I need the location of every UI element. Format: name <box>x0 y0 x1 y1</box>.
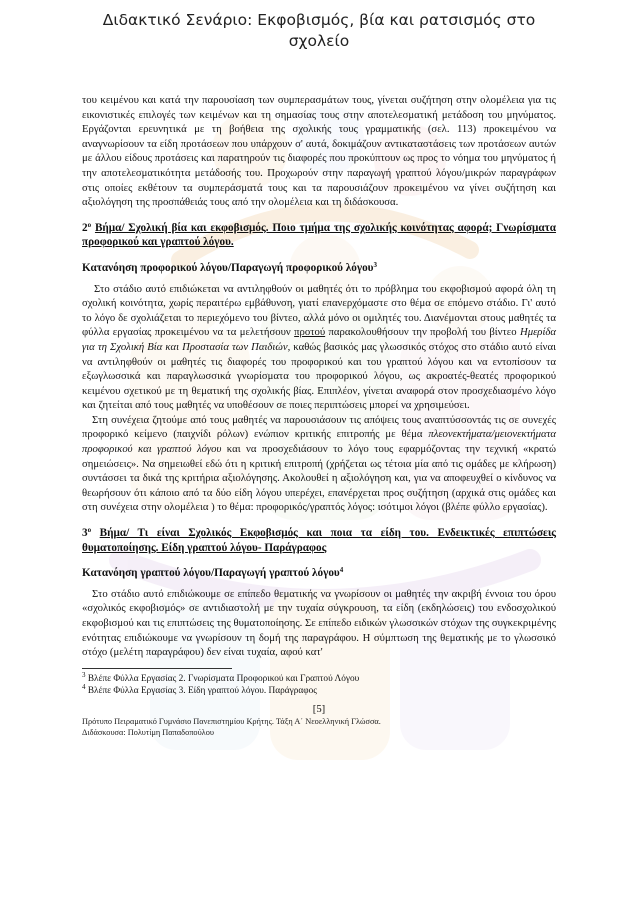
footnote-3 <box>82 670 556 686</box>
main-content <box>82 93 556 738</box>
step-2-p2-text-b: και να προσχεδιάσουν το λόγο τους εφαρμόζοντας την τεχνική «κρατώ σημειώσεις». Να σημειωθεί εδώ ότι η κριτική επιτροπή (χρήζεται ως τέτοια μία από τις ομάδες με κλήρωση) συντάσσει τα δικά της κριτήρια αξιολόγησης. Ακολουθεί η αξιολόγηση και, για να αποφευχθεί ο κίνδυνος να θεωρήσουν ότι κάποιο από τα δύο είδη λόγου υπερέχει, επανέρχεται προς συζήτηση (αρχικά στις ομάδες και στη συνέχεια στην ολομέλεια ) το θέμα: προφορικός/γραπτός λόγος: ισότιμοι λόγοι (βλέπε φύλλο εργασίας). <box>82 443 556 514</box>
step-2-ordinal: ο <box>87 220 92 229</box>
step-2-p1-text-a: Στο στάδιο αυτό επιδιώκεται να αντιληφθούν οι μαθητές ότι το πρόβλημα του εκφοβισμού αφορά όλη τη σχολική κοινότητα, χωρίς περαιτέρω εμβάθυνση, γιατί επανερχόμαστε στο θέμα σε επόμενο στάδιο. Γι' αυτό το λόγο δε σχολιάζεται το περιεχόμενο του βίντεο, αλλά μόνο οι ομιλητές του. Διανέμονται στους μαθητές τα φύλλα εργασίας προκειμένου να τα μελετήσουν <box>82 282 556 339</box>
intro-paragraph: του κειμένου και κατά την παρουσίαση των συμπερασμάτων τους, γίνεται συζήτηση στην ολομέλεια για τις εικονιστικές επιλογές των κειμένων και τη σημασίας τους στην αποτελεσματική μετάδοση του μηνύματος. Εργάζονται ερευνητικά με τη βοήθεια της σχολικής τους γραμματικής (σελ. 113) προκειμένου να αναγνωρίσουν τα είδη προτάσεων που υπάρχουν σ' αυτά, δοκιμάζουν αντικαταστάσεις των προτάσεων αυτών με άλλου είδους προτάσεις και παρατηρούν τις διαφορές που προκύπτουν ως προς το νόημα του μηνύματος ή την αποτελεσματικότητα μετάδοσής του. Προχωρούν στην παραγωγή γραπτού λόγου/μικρών παραγράφων στις οποίες εκθέτουν τα συμπεράσματά τους και τα παρουσιάζουν προκειμένου να γίνει συζήτηση και αξιολόγηση της προσπάθειάς τους από την ολομέλεια και τη διδάσκουσα. <box>82 94 556 209</box>
step-2-p1-video-title: Ημερίδα για τη Σχολική Βία και Προστασία των Παιδιών, <box>82 326 556 353</box>
header-title-line-1: Διδακτικό Σενάριο: Εκφοβισμός, βία και ρατσισμός στο <box>102 11 536 29</box>
step-2-p1-text-c: καθώς βασικός μας γλωσσικός στόχος στο στάδιο αυτό είναι να αντιληφθούν οι μαθητές τις διαφορές του προφορικού και του γραπτού λόγου και να εντοπίσουν τα εξωγλωσσικά και παραγλωσσικά γνωρίσματα του προφορικού λόγου, ως ακροατές-θεατές προφορικού κειμένου σχετικού με τη θεματική της σχολικής βίας. Επιπλέον, γίνεται αναφορά στον προσχεδιασμένο λόγο και ζητείται από τους μαθητές να υποθέσουν σε ποιες περιπτώσεις μπορεί να χρησιμεύσει. <box>82 340 556 412</box>
step-2-paragraph-2 <box>82 413 556 515</box>
document-footer <box>82 716 556 738</box>
step-3-ordinal: ο <box>87 526 92 535</box>
step-2-title: Βήμα/ Σχολική βία και εκφοβισμός. Ποιο τμήμα της σχολικής κοινότητας αφορά; Γνωρίσματα προφορικού και γραπτού λόγου. <box>82 221 557 249</box>
step-3-heading <box>82 526 556 555</box>
step-3-subheading <box>82 566 556 581</box>
step-3-paragraph-1: Στο στάδιο αυτό επιδιώκουμε σε επίπεδο θεματικής να γνωρίσουν οι μαθητές την ακριβή έννοια του όρου «σχολικός εκφοβισμός» σε αντιδιαστολή με την τυχαία σύγκρουση, τα είδη (εκδηλώσεις) του ενδοσχολικού εκφοβισμού και τις επιπτώσεις της θυματοποίησης. Σε επίπεδο ειδικών γλωσσικών στόχων της συγκεκριμένης ενότητας επιδιώκουμε να γνωρίσουν τη δομή της παραγράφου. Η σύμπτωση της θεματικής με το γλωσσικό στόχο (μελέτη παραγράφου) δεν είναι τυχαία, αφού κατ' <box>82 587 556 659</box>
footer-school-line: Πρότυπο Πειραματικό Γυμνάσιο Πανεπιστημίου Κρήτης. Τάξη Α΄ Νεοελληνική Γλώσσα. <box>82 716 381 726</box>
step-2-subheading-text: Κατανόηση προφορικού λόγου/Παραγωγή προφορικού λόγου <box>82 261 374 274</box>
step-3-subheading-text: Κατανόηση γραπτού λόγου/Παραγωγή γραπτού λόγου <box>82 567 340 580</box>
step-3-number: 3 <box>82 527 88 540</box>
footnote-divider <box>82 668 232 669</box>
document-header <box>80 10 558 52</box>
footer-teacher-line: Διδάσκουσα: Πολυτίμη Παπαδοπούλου <box>82 727 214 737</box>
footnote-ref-3: 3 <box>373 260 377 269</box>
step-2-paragraph-1 <box>82 282 556 413</box>
header-title-line-2: σχολείο <box>288 32 350 50</box>
page-number: [5] <box>312 702 326 715</box>
step-2-subheading <box>82 261 556 276</box>
footnote-ref-4: 4 <box>339 566 344 575</box>
footnote-3-marker: 3 <box>82 670 86 679</box>
footnote-4 <box>82 685 556 698</box>
footnote-4-marker: 4 <box>82 683 86 692</box>
step-2-p1-text-b: παρακολουθήσουν την προβολή του βίντεο <box>325 326 521 339</box>
step-2-p1-underlined: πρoτού <box>294 326 326 339</box>
step-2-number: 2 <box>82 221 88 234</box>
footnote-4-text: Βλέπε Φύλλα Εργασίας 3. Είδη γραπτού λόγου. Παράγραφος <box>87 686 317 697</box>
step-2-p2-text-a: Στη συνέχεια ζητούμε από τους μαθητές να παρουσιάσουν τις απόψεις τους αναπτύσσοντάς τις σε συνεχές προφορικό κείμενο (παιχνίδι ρόλων) ενώπιον κριτικής επιτροπής με θέμα <box>82 413 556 441</box>
step-2-heading <box>82 221 556 250</box>
footnote-3-text: Βλέπε Φύλλα Εργασίας 2. Γνωρίσματα Προφορικού και Γραπτού Λόγου <box>87 673 360 684</box>
step-2-p2-topic: πλεονεκτήματα/μειονεκτήματα προφορικού και γραπτού λόγου <box>82 428 556 456</box>
step-3-title: Βήμα/ Τι είναι Σχολικός Εκφοβισμός και ποια τα είδη του. Ενδεικτικές επιπτώσεις θυματοποίησης. Είδη γραπτού λόγου- Παράγραφος <box>82 527 557 554</box>
